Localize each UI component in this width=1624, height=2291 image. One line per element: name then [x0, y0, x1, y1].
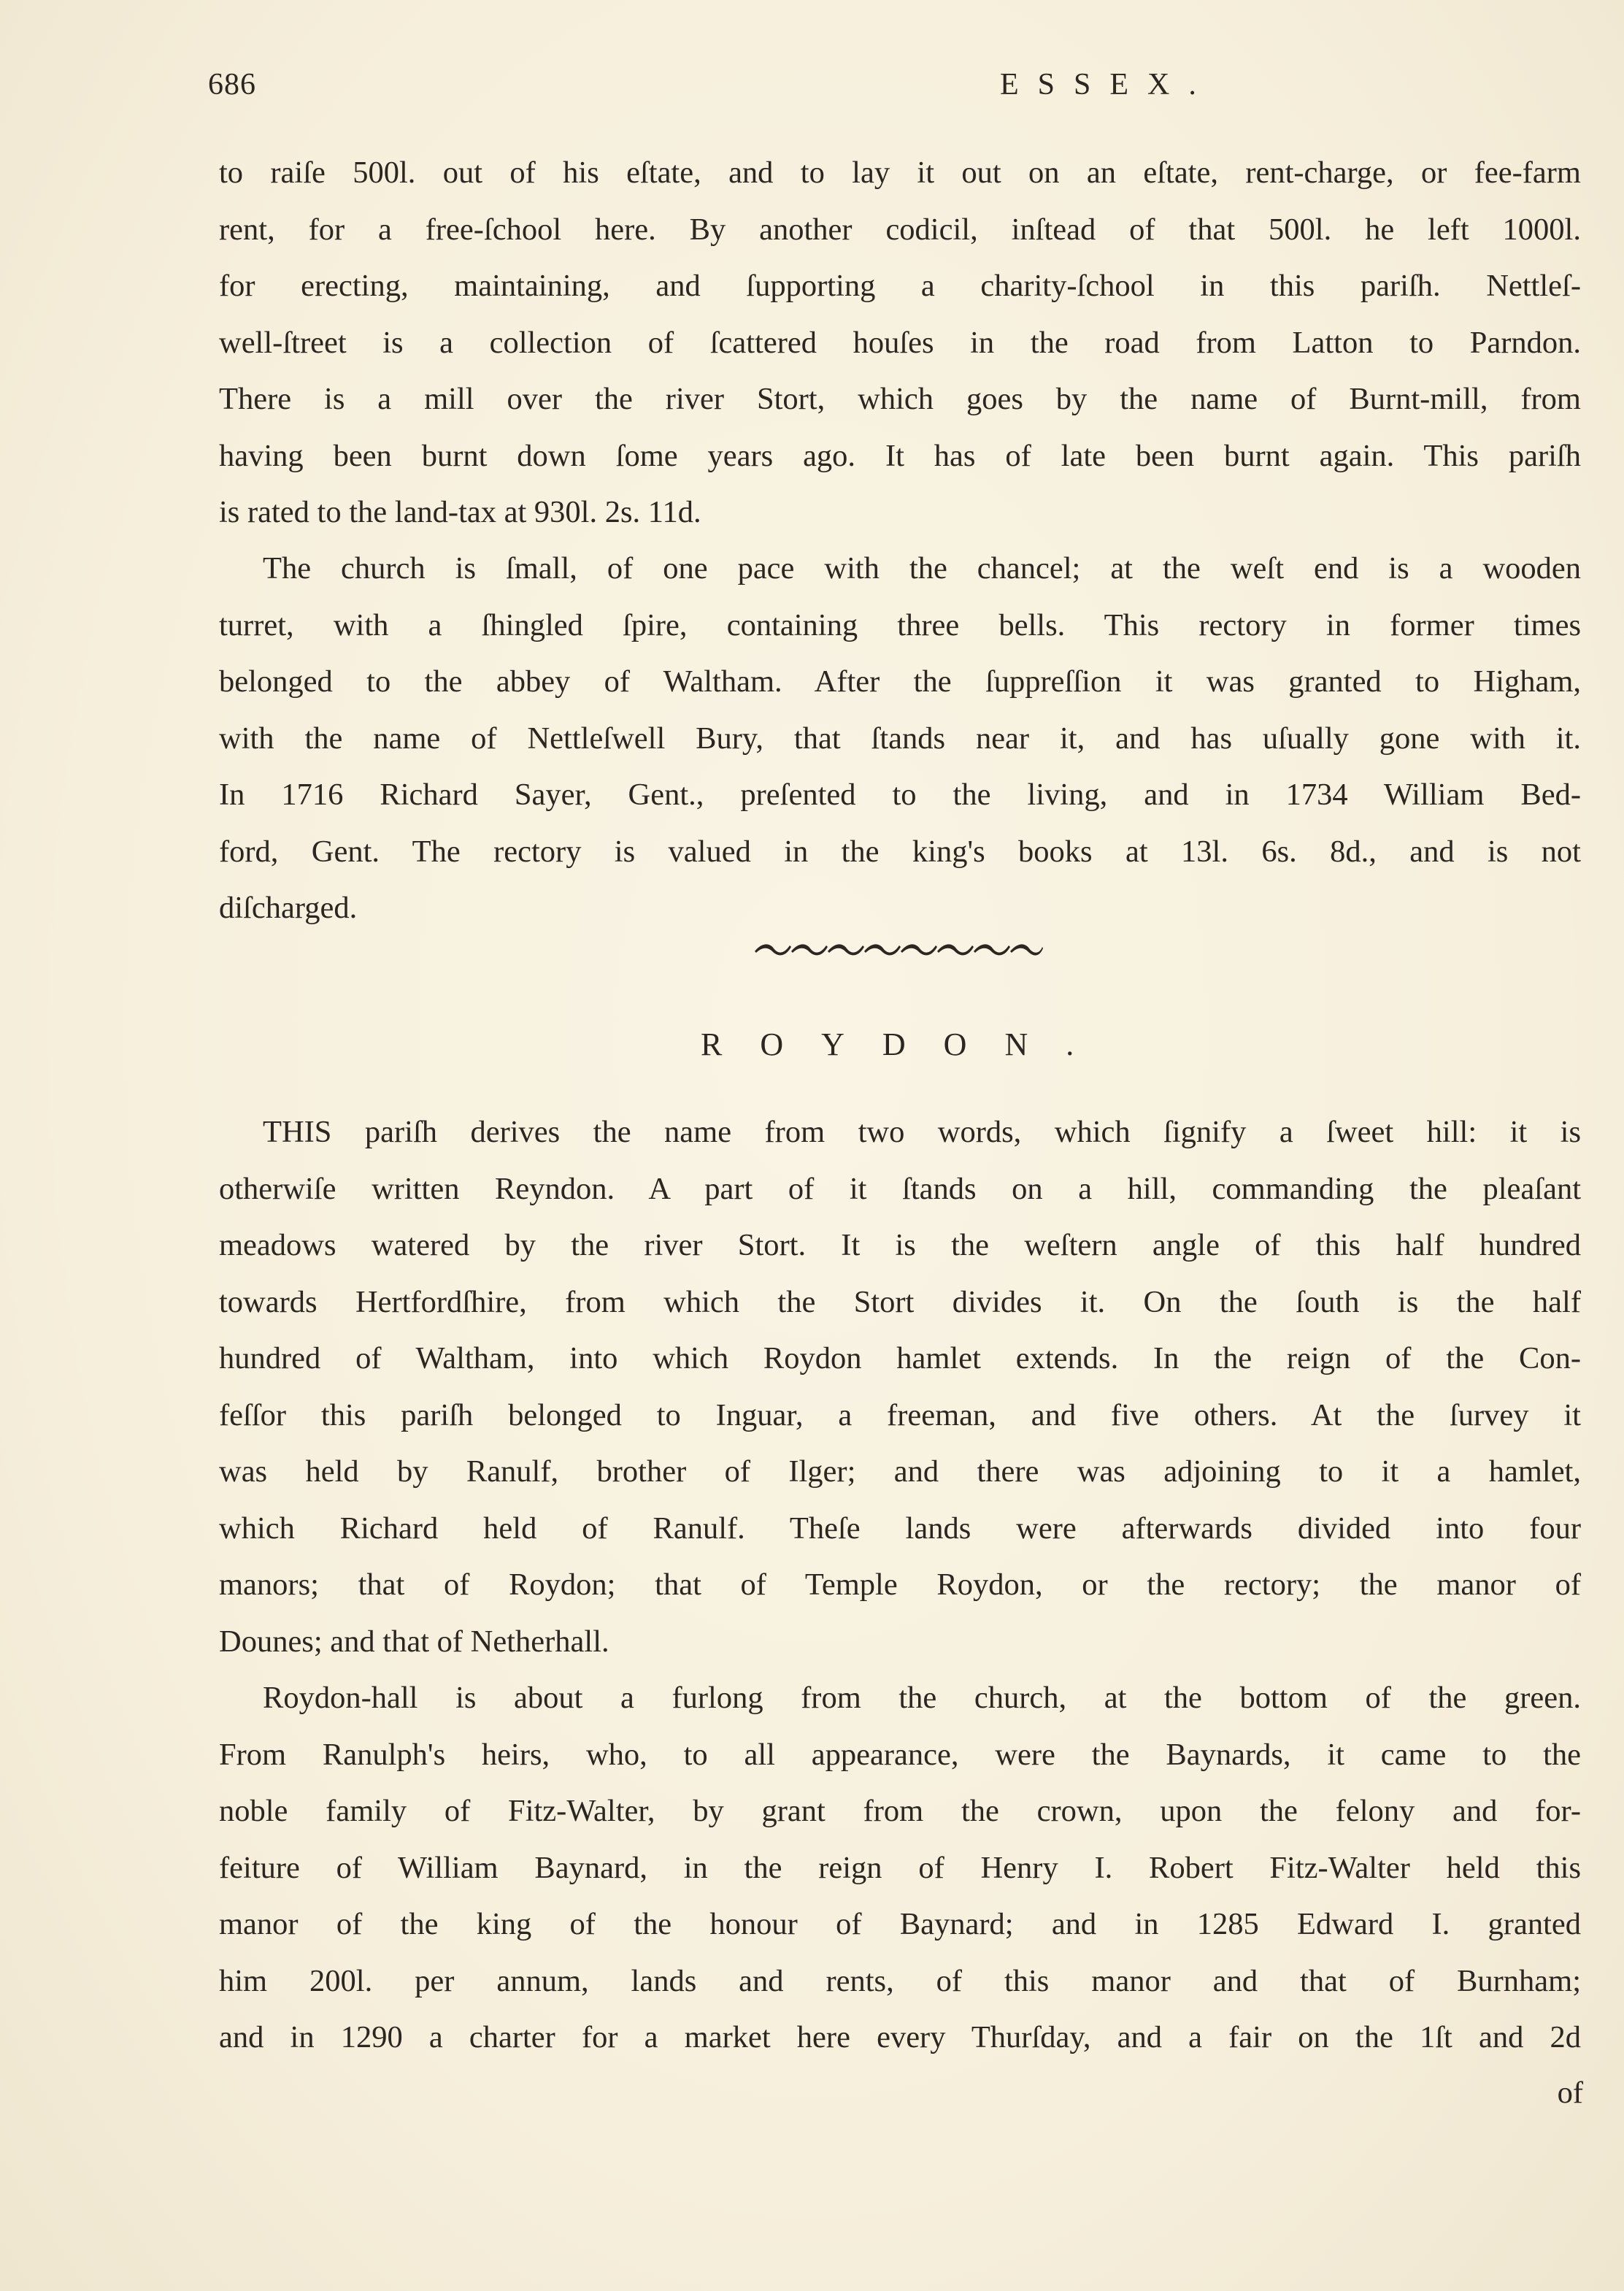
running-title: ESSEX.	[1000, 68, 1215, 101]
text-line: otherwiſe written Reyndon. A part of it ſtands on a hill, commanding the pleaſant	[219, 1171, 1581, 1206]
text-line: was held by Ranulf, brother of Ilger; and there was adjoining to it a hamlet,	[219, 1454, 1581, 1489]
paragraph-latton-continued	[219, 145, 1581, 541]
text-line: From Ranulph's heirs, who, to all appearance, were the Baynards, it came to the	[219, 1737, 1581, 1772]
page-number: 686	[208, 68, 256, 101]
paragraph-church	[219, 540, 1581, 937]
text-line: towards Hertfordſhire, from which the Stort divides it. On the ſouth is the half	[219, 1284, 1581, 1319]
text-line: turret, with a ſhingled ſpire, containing three bells. This rectory in former times	[219, 607, 1581, 642]
paragraph-roydon-hall	[219, 1670, 1581, 2066]
text-line: rent, for a free-ſchool here. By another codicil, inſtead of that 500l. he left 1000l.	[219, 212, 1581, 247]
text-line: manors; that of Roydon; that of Temple Roydon, or the rectory; the manor of	[219, 1567, 1581, 1602]
text-line: belonged to the abbey of Waltham. After the ſuppreſſion it was granted to Higham,	[219, 664, 1581, 699]
text-line: for erecting, maintaining, and ſupporting a charity-ſchool in this pariſh. Nettleſ-	[219, 269, 1581, 303]
text-line: him 200l. per annum, lands and rents, of this manor and that of Burnham;	[219, 1963, 1581, 1998]
text-line: Roydon-hall is about a furlong from the church, at the bottom of the green.	[263, 1681, 1581, 1715]
text-line: hundred of Waltham, into which Roydon hamlet extends. In the reign of the Con-	[219, 1341, 1581, 1375]
text-line: noble family of Fitz-Walter, by grant from the crown, upon the felony and for-	[219, 1794, 1581, 1828]
text-line: ford, Gent. The rectory is valued in the king's books at 13l. 6s. 8d., and is not	[219, 834, 1581, 869]
text-line: feiture of William Baynard, in the reign of Henry I. Robert Fitz-Walter held this	[219, 1850, 1581, 1885]
wavy-flourish-ornament-icon	[752, 938, 1044, 960]
text-line: well-ſtreet is a collection of ſcattered houſes in the road from Latton to Parndon.	[219, 325, 1581, 360]
text-line: Dounes; and that of Netherhall.	[219, 1624, 609, 1659]
text-line: diſcharged.	[219, 891, 358, 925]
text-line: with the name of Nettleſwell Bury, that ſtands near it, and has uſually gone with it.	[219, 721, 1581, 756]
text-line: having been burnt down ſome years ago. It has of late been burnt again. This pariſh	[219, 438, 1581, 473]
catchword: of	[1557, 2076, 1583, 2110]
text-line: to raiſe 500l. out of his eſtate, and to lay it out on an eſtate, rent-charge, or fee-farm	[219, 156, 1581, 190]
text-line: is rated to the land-tax at 930l. 2s. 11d.	[219, 495, 701, 529]
text-line: feſſor this pariſh belonged to Inguar, a freeman, and five others. At the ſurvey it	[219, 1397, 1581, 1432]
text-line: There is a mill over the river Stort, which goes by the name of Burnt-mill, from	[219, 382, 1581, 416]
text-line: In 1716 Richard Sayer, Gent., preſented to the living, and in 1734 William Bed-	[219, 778, 1581, 812]
text-line: THIS pariſh derives the name from two words, which ſignify a ſweet hill: it is	[263, 1115, 1581, 1149]
text-line: and in 1290 a charter for a market here every Thurſday, and a fair on the 1ſt and 2d	[219, 2020, 1581, 2054]
section-title-roydon: ROYDON.	[701, 1026, 1112, 1062]
running-head	[208, 67, 1580, 111]
text-line: meadows watered by the river Stort. It is the weſtern angle of this half hundred	[219, 1228, 1581, 1262]
text-line: which Richard held of Ranulf. Theſe lands were afterwards divided into four	[219, 1511, 1581, 1546]
text-line: manor of the king of the honour of Baynard; and in 1285 Edward I. granted	[219, 1907, 1581, 1941]
paragraph-roydon-intro	[219, 1104, 1581, 1670]
text-line: The church is ſmall, of one pace with the chancel; at the weſt end is a wooden	[263, 551, 1581, 586]
